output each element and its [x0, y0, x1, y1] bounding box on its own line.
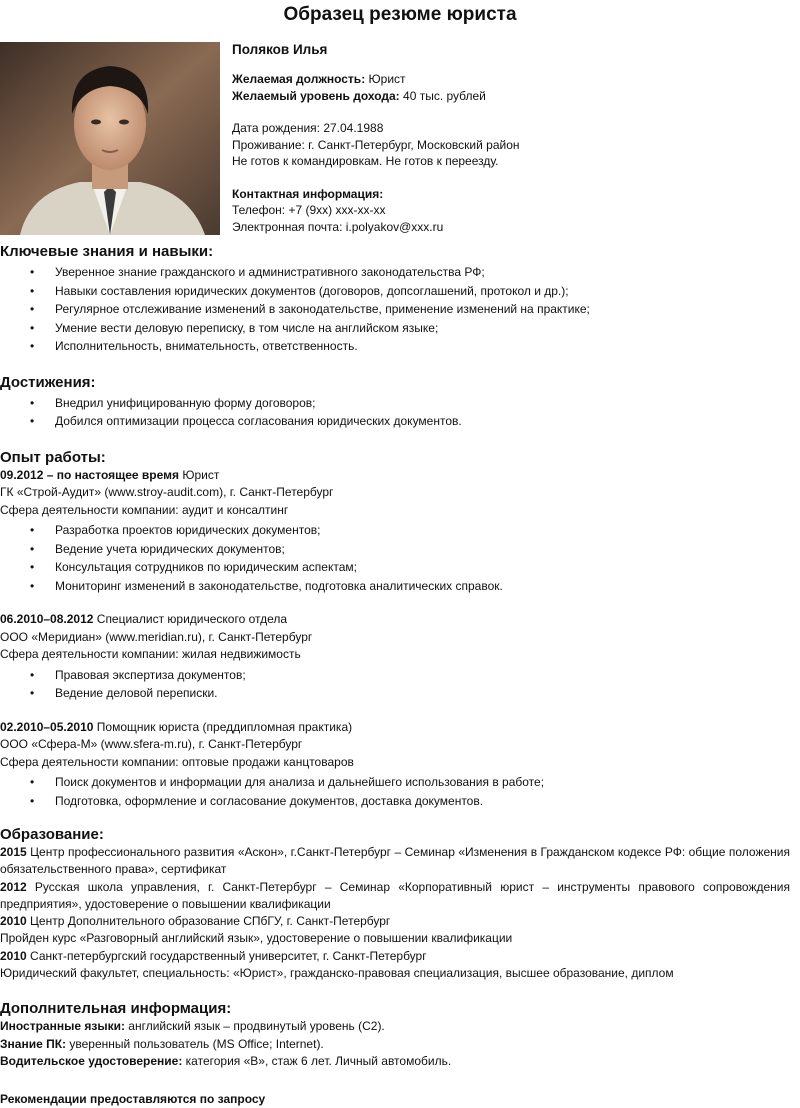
- list-item: • Мониторинг изменений в законодательстве, подготовка аналитических справок.: [0, 577, 790, 596]
- list-item: • Разработка проектов юридических документов;: [0, 521, 790, 540]
- list-item: • Поиск документов и информации для анализа и дальнейшего использования в работе;: [0, 773, 790, 792]
- list-item: • Исполнительность, внимательность, ответственность.: [0, 337, 790, 356]
- experience-section: [0, 449, 790, 811]
- travel-readiness: Не готов к командировкам. Не готов к переезду.: [232, 154, 499, 168]
- profile-photo: [0, 42, 220, 235]
- desired-position: Желаемая должность: Юрист: [232, 72, 406, 86]
- driver-license: Водительское удостоверение: категория «В», стаж 6 лет. Личный автомобиль.: [0, 1054, 452, 1069]
- personal-info: [232, 42, 792, 235]
- achievements-section: [0, 374, 790, 431]
- additional-title: Дополнительная информация:: [0, 1000, 232, 1018]
- phone: Телефон: +7 (9xx) xxx-xx-xx: [232, 203, 386, 217]
- portrait-image: [0, 42, 220, 235]
- job-duties: [0, 773, 790, 810]
- list-item: • Добился оптимизации процесса согласования юридических документов.: [0, 412, 790, 431]
- job-company: ГК «Строй-Аудит» (www.stroy-audit.com), г. Санкт-Петербург: [0, 485, 334, 499]
- list-item: • Ведение деловой переписки.: [0, 684, 790, 703]
- contacts-title: Контактная информация:: [232, 186, 384, 201]
- education-entry: 2010 Санкт-петербургский государственный университет, г. Санкт-Петербург: [0, 948, 427, 963]
- job-duties: [0, 666, 790, 703]
- education-title: Образование:: [0, 826, 104, 843]
- document-title: Образец резюме юриста: [283, 4, 517, 25]
- list-item: • Навыки составления юридических документов (договоров, допсоглашений, протокол и др.);: [0, 282, 790, 301]
- education-entry: 2010 Центр Дополнительного образование СПбГУ, г. Санкт-Петербург: [0, 914, 391, 929]
- birth-date: Дата рождения: 27.04.1988: [232, 121, 384, 135]
- list-item: • Правовая экспертиза документов;: [0, 666, 790, 685]
- education-section: [0, 826, 790, 982]
- job-sphere: Сфера деятельности компании: аудит и консалтинг: [0, 502, 289, 517]
- job-sphere: Сфера деятельности компании: оптовые продажи канцтоваров: [0, 754, 354, 769]
- job-period-role: 09.2012 – по настоящее время Юрист: [0, 467, 220, 482]
- job-period-role: 02.2010–05.2010 Помощник юриста (преддипломная практика): [0, 719, 353, 734]
- list-item: • Внедрил унифицированную форму договоров;: [0, 394, 790, 413]
- recommendations-note: Рекомендации предоставляются по запросу: [0, 1091, 266, 1106]
- education-entry: 2012 Русская школа управления, г. Санкт-Петербург – Семинар «Корпоративный юрист – инструменты правового сопровождения предприятия», удостоверение о повышении квалификации: [0, 879, 790, 911]
- education-entry: Юридический факультет, специальность: «Юрист», гражданско-правовая специализация, высшее образование, диплом: [0, 966, 674, 981]
- experience-title: Опыт работы:: [0, 448, 106, 466]
- languages: Иностранные языки: английский язык – продвинутый уровень (C2).: [0, 1019, 385, 1034]
- education-entry: Пройден курс «Разговорный английский язык», удостоверение о повышении квалификации: [0, 931, 513, 946]
- job-period-role: 06.2010–08.2012 Специалист юридического отдела: [0, 612, 288, 626]
- achievements-title: Достижения:: [0, 373, 96, 391]
- list-item: • Умение вести деловую переписку, в том числе на английском языке;: [0, 319, 790, 338]
- list-item: • Консультация сотрудников по юридическим аспектам;: [0, 558, 790, 577]
- resume-body: [0, 243, 790, 1108]
- pc-skills: Знание ПК: уверенный пользователь (MS Office; Internet).: [0, 1036, 324, 1051]
- job-entry: [0, 611, 790, 703]
- candidate-name: Поляков Илья: [232, 42, 328, 57]
- job-company: ООО «Сфера-М» (www.sfera-m.ru), г. Санкт-Петербург: [0, 737, 303, 751]
- job-sphere: Сфера деятельности компании: жилая недвижимость: [0, 647, 301, 661]
- list-item: • Регулярное отслеживание изменений в законодательстве, применение изменений на практике;: [0, 300, 790, 319]
- list-item: • Подготовка, оформление и согласование документов, доставка документов.: [0, 792, 790, 811]
- job-entry: [0, 467, 790, 596]
- achievements-list: [0, 394, 790, 431]
- job-company: ООО «Меридиан» (www.meridian.ru), г. Санкт-Петербург: [0, 629, 313, 644]
- additional-section: [0, 1000, 790, 1108]
- skills-title: Ключевые знания и навыки:: [0, 243, 214, 260]
- list-item: • Уверенное знание гражданского и административного законодательства РФ;: [0, 263, 790, 282]
- residence: Проживание: г. Санкт-Петербург, Московский район: [232, 137, 520, 152]
- skills-list: [0, 263, 790, 356]
- job-entry: [0, 719, 790, 811]
- desired-salary: Желаемый уровень дохода: 40 тыс. рублей: [232, 88, 486, 103]
- email: Электронная почта: i.polyakov@xxx.ru: [232, 219, 444, 234]
- list-item: • Ведение учета юридических документов;: [0, 540, 790, 559]
- education-entry: 2015 Центр профессионального развития «Аскон», г.Санкт-Петербург – Семинар «Изменения в Гражданском кодексе РФ: общие положения обязательственного права», сертификат: [0, 845, 790, 877]
- skills-section: [0, 243, 790, 356]
- job-duties: [0, 521, 790, 595]
